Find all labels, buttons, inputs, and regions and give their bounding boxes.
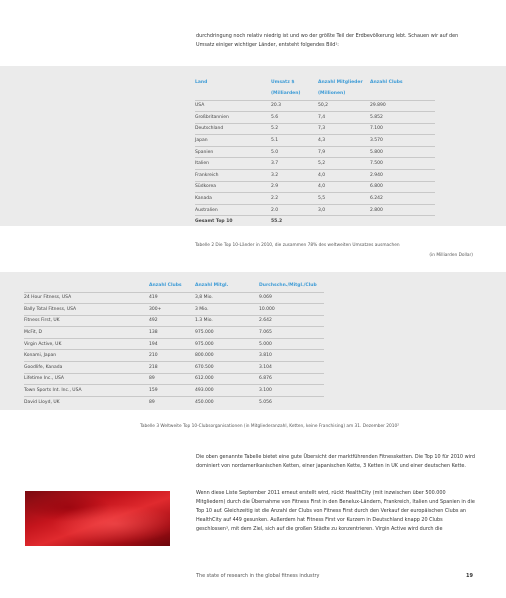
body-paragraph-2: Wenn diese Liste September 2011 erneut erstellt wird, rückt HealthCity (mit inzwischen über 500.000 Mitgliedern) durch die Übernahme von Fitness First in den Benelux-Ländern, Frankreich, Italien und Spanien in die Top 10 auf. Gleichzeitig ist die Anzahl der Clubs von Fitness First durch den Verkauf der europäischen Clubs an HealthCity auf 449 gesunken. Außerdem hat Fitness First vor Kurzem in Deutschland knapp 20 Clubs geschlossen³, mit dem Ziel, sich auf die großen Städte zu konzentrieren. Virgin Active wird durch die <box>196 490 475 532</box>
cell-clubs: 210 <box>149 350 195 362</box>
table1-caption <box>195 241 473 261</box>
cell-clubs: 89 <box>149 399 155 405</box>
table-header-row <box>24 280 324 292</box>
cell-land: Großbritannien <box>195 112 271 124</box>
table-row <box>195 158 435 170</box>
cell-durchschn: 5.000 <box>259 338 324 350</box>
cell-mitgl: 800.000 <box>195 350 259 362</box>
header-mitgl: Anzahl Mitgl. <box>195 280 259 292</box>
table-header-row-2 <box>195 88 435 100</box>
table-row <box>195 204 435 216</box>
page-number: 19 <box>466 573 473 579</box>
red-abstract-photo <box>25 491 170 546</box>
cell-land: Japan <box>195 135 271 147</box>
cell-clubs: 159 <box>149 385 195 397</box>
cell-umsatz: 5.1 <box>271 135 318 147</box>
header-clubs: Anzahl Clubs <box>370 79 403 85</box>
cell-mitgl: 612.000 <box>195 373 259 385</box>
table-row <box>195 112 435 124</box>
cell-name: Konami, Japan <box>24 350 149 362</box>
cell-umsatz: 2.2 <box>271 193 318 205</box>
cell-land: Spanien <box>195 146 271 158</box>
cell-clubs: 218 <box>149 362 195 374</box>
cell-mitgl: 1.3 Mio. <box>195 315 259 327</box>
cell-umsatz: 2.0 <box>271 204 318 216</box>
table-row <box>24 338 324 350</box>
top10-countries-table <box>195 76 435 228</box>
table-row <box>24 350 324 362</box>
table-row <box>195 146 435 158</box>
cell-clubs: 2.800 <box>370 204 435 216</box>
table-row <box>24 304 324 316</box>
cell-clubs: 419 <box>149 292 195 304</box>
total-label: Gesamt Top 10 <box>195 219 233 225</box>
cell-mitgl: 975.000 <box>195 338 259 350</box>
cell-clubs: 7.100 <box>370 123 435 135</box>
cell-clubs: 6.800 <box>370 181 435 193</box>
table-row <box>195 123 435 135</box>
cell-durchschn: 9.069 <box>259 292 324 304</box>
cell-name: Goodlife, Kanada <box>24 362 149 374</box>
caption-unit: (in Milliarden Dollar) <box>429 253 473 258</box>
table-row <box>195 170 435 182</box>
table-row <box>24 396 324 408</box>
cell-clubs: 5.852 <box>370 112 435 124</box>
cell-clubs: 138 <box>149 327 195 339</box>
cell-durchschn: 3.104 <box>259 362 324 374</box>
cell-clubs: 194 <box>149 338 195 350</box>
cell-durchschn: 5.056 <box>259 399 272 405</box>
cell-umsatz: 3.7 <box>271 158 318 170</box>
body-paragraph-1: Die oben genannte Tabelle bietet eine gute Übersicht der marktführenden Fitnessketten. Die Top 10 für 2010 wird dominiert von nordamerikanischen Ketten, einer japanischen Kette, 3 Ketten in UK und einer deutschen Kette. <box>196 454 475 469</box>
cell-mitglieder: 4,0 <box>318 181 370 193</box>
cell-umsatz: 5.6 <box>271 112 318 124</box>
header-umsatz-unit: (Milliarden) <box>271 88 318 100</box>
cell-mitgl: 3 Mio. <box>195 304 259 316</box>
intro-paragraph: durchdringung noch relativ niedrig ist und wo der größte Teil der Erdbevölkerung lebt. Schauen wir auf den Umsatz einiger wichtiger Länder, entsteht folgendes Bild¹: <box>196 33 459 48</box>
table-total-row <box>195 216 435 228</box>
cell-land: Frankreich <box>195 170 271 182</box>
table-row <box>195 100 435 112</box>
cell-mitgl: 670.500 <box>195 362 259 374</box>
cell-clubs: 7.500 <box>370 158 435 170</box>
cell-durchschn: 7.065 <box>259 327 324 339</box>
cell-mitgl: 3,8 Mio. <box>195 292 259 304</box>
cell-clubs: 89 <box>149 373 195 385</box>
table-row <box>24 373 324 385</box>
table-row <box>24 362 324 374</box>
cell-umsatz: 2.9 <box>271 181 318 193</box>
cell-land: Kanada <box>195 193 271 205</box>
cell-name: Virgin Active, UK <box>24 338 149 350</box>
table-row <box>195 135 435 147</box>
cell-umsatz: 20.3 <box>271 100 318 112</box>
table2-caption: Tabelle 3 Weltweite Top 10-Clubsorganisationen (in Mitgliederanzahl, Ketten, keine Franchising) am 31. Dezember 2010² <box>140 424 399 429</box>
table-row <box>195 181 435 193</box>
cell-land: Südkorea <box>195 181 271 193</box>
cell-durchschn: 10.000 <box>259 304 324 316</box>
cell-name: Bally Total Fitness, USA <box>24 304 149 316</box>
cell-clubs: 2.940 <box>370 170 435 182</box>
cell-name: David Lloyd, UK <box>24 399 60 405</box>
header-mitglieder-unit: (Millionen) <box>318 88 370 100</box>
cell-clubs: 492 <box>149 315 195 327</box>
table-row <box>24 315 324 327</box>
cell-land: Australien <box>195 204 271 216</box>
cell-clubs: 300+ <box>149 304 195 316</box>
header-land: Land <box>195 79 208 85</box>
cell-mitglieder: 7,9 <box>318 146 370 158</box>
header-durchschn: Durchschn./Mitgl./Club <box>259 280 324 292</box>
table-row <box>24 292 324 304</box>
top10-clubs-table <box>24 280 324 408</box>
cell-umsatz: 5.0 <box>271 146 318 158</box>
cell-land: USA <box>195 100 271 112</box>
caption-line: Tabelle 2 Die Top 10-Länder in 2010, die zusammen 78% des weltweiten Umsatzes ausmachen <box>195 243 400 248</box>
cell-mitglieder: 4,0 <box>318 170 370 182</box>
cell-mitglieder: 4,3 <box>318 135 370 147</box>
cell-land: Deutschland <box>195 123 271 135</box>
header-umsatz: Umsatz $ <box>271 79 295 85</box>
cell-umsatz: 5.2 <box>271 123 318 135</box>
cell-durchschn: 3.810 <box>259 350 324 362</box>
cell-durchschn: 3.100 <box>259 385 324 397</box>
cell-name: Town Sports Int. Inc., USA <box>24 385 149 397</box>
cell-mitgl: 450.000 <box>195 399 214 405</box>
cell-mitglieder: 7,4 <box>318 112 370 124</box>
cell-mitglieder: 5,5 <box>318 193 370 205</box>
cell-clubs: 5.800 <box>370 146 435 158</box>
cell-mitglieder: 3,0 <box>318 204 370 216</box>
footer-title: The state of research in the global fitness industry <box>196 573 320 579</box>
cell-durchschn: 2.642 <box>259 315 324 327</box>
cell-clubs: 29.890 <box>370 100 435 112</box>
cell-mitgl: 975.000 <box>195 327 259 339</box>
cell-name: McFit, D <box>24 327 149 339</box>
cell-name: Fitness First, UK <box>24 315 149 327</box>
table-row <box>195 193 435 205</box>
header-mitglieder: Anzahl Mitglieder <box>318 79 363 85</box>
cell-land: Italien <box>195 158 271 170</box>
cell-durchschn: 6.876 <box>259 373 324 385</box>
cell-mitglieder: 5,2 <box>318 158 370 170</box>
cell-name: Lifetime Inc., USA <box>24 373 149 385</box>
table-row <box>24 327 324 339</box>
cell-clubs: 6.242 <box>370 193 435 205</box>
header-clubs: Anzahl Clubs <box>149 280 195 292</box>
cell-mitglieder: 7,3 <box>318 123 370 135</box>
table-row <box>24 385 324 397</box>
cell-clubs: 3.570 <box>370 135 435 147</box>
total-umsatz: 55.2 <box>271 219 283 225</box>
cell-umsatz: 3.2 <box>271 170 318 182</box>
table-header-row <box>195 76 435 88</box>
cell-mitgl: 493.000 <box>195 385 259 397</box>
cell-name: 24 Hour Fitness, USA <box>24 292 149 304</box>
cell-mitglieder: 50,2 <box>318 100 370 112</box>
